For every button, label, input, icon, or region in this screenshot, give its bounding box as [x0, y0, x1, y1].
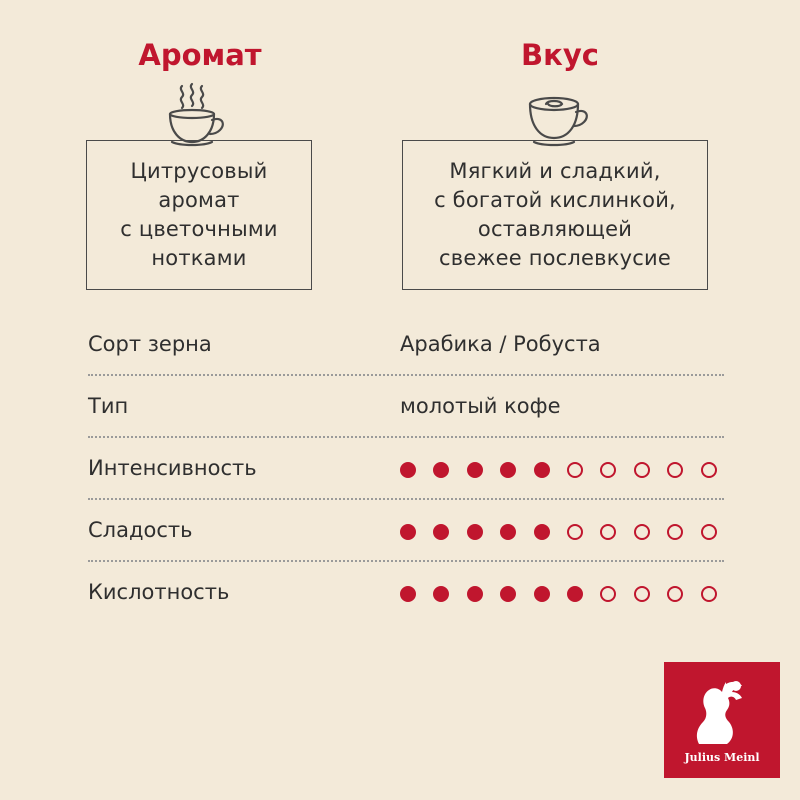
- aroma-title: Аромат: [138, 38, 262, 72]
- rating-dot-empty: [600, 524, 616, 540]
- rating-dot-filled: [467, 524, 483, 540]
- julius-meinl-logo: [664, 662, 780, 778]
- rating-dot-filled: [433, 524, 449, 540]
- spec-row-bean: [88, 314, 724, 376]
- spec-value: молотый кофе: [400, 394, 561, 418]
- rating-dot-empty: [600, 462, 616, 478]
- spec-row-intensity: [88, 438, 724, 500]
- rating-dot-empty: [634, 586, 650, 602]
- spec-label: Сладость: [88, 518, 193, 542]
- rating-dot-filled: [467, 462, 483, 478]
- rating-dot-filled: [567, 586, 583, 602]
- brand-name: Julius Meinl: [684, 751, 760, 764]
- spec-label: Интенсивность: [88, 456, 257, 480]
- rating-dot-filled: [433, 586, 449, 602]
- rating-dot-empty: [667, 462, 683, 478]
- rating-dot-empty: [701, 524, 717, 540]
- rating-dot-empty: [701, 462, 717, 478]
- aroma-description-box: Цитрусовый аромат с цветочными нотками: [86, 140, 312, 290]
- rating-dot-filled: [467, 586, 483, 602]
- rating-dot-filled: [500, 524, 516, 540]
- rating-dot-empty: [567, 462, 583, 478]
- spec-value: Арабика / Робуста: [400, 332, 601, 356]
- rating-dot-filled: [500, 462, 516, 478]
- spec-label: Сорт зерна: [88, 332, 212, 356]
- taste-title: Вкус: [521, 38, 599, 72]
- rating-dot-filled: [534, 586, 550, 602]
- rating-dot-empty: [667, 586, 683, 602]
- rating-dot-empty: [567, 524, 583, 540]
- spec-label: Тип: [88, 394, 129, 418]
- rating-dots: [400, 586, 717, 602]
- rating-dot-filled: [400, 524, 416, 540]
- rating-dots: [400, 462, 717, 478]
- rating-dot-filled: [433, 462, 449, 478]
- spec-row-sweetness: [88, 500, 724, 562]
- rating-dot-filled: [534, 524, 550, 540]
- rating-dot-filled: [534, 462, 550, 478]
- rating-dot-empty: [600, 586, 616, 602]
- rating-dot-empty: [667, 524, 683, 540]
- rating-dot-empty: [634, 462, 650, 478]
- rating-dots: [400, 524, 717, 540]
- taste-description-box: Мягкий и сладкий, с богатой кислинкой, оставляющей свежее послевкусие: [402, 140, 708, 290]
- rating-dot-empty: [634, 524, 650, 540]
- rating-dot-filled: [400, 462, 416, 478]
- rating-dot-empty: [701, 586, 717, 602]
- spec-label: Кислотность: [88, 580, 230, 604]
- rating-dot-filled: [400, 586, 416, 602]
- spec-row-type: [88, 376, 724, 438]
- rating-dot-filled: [500, 586, 516, 602]
- spec-row-acidity: [88, 562, 724, 624]
